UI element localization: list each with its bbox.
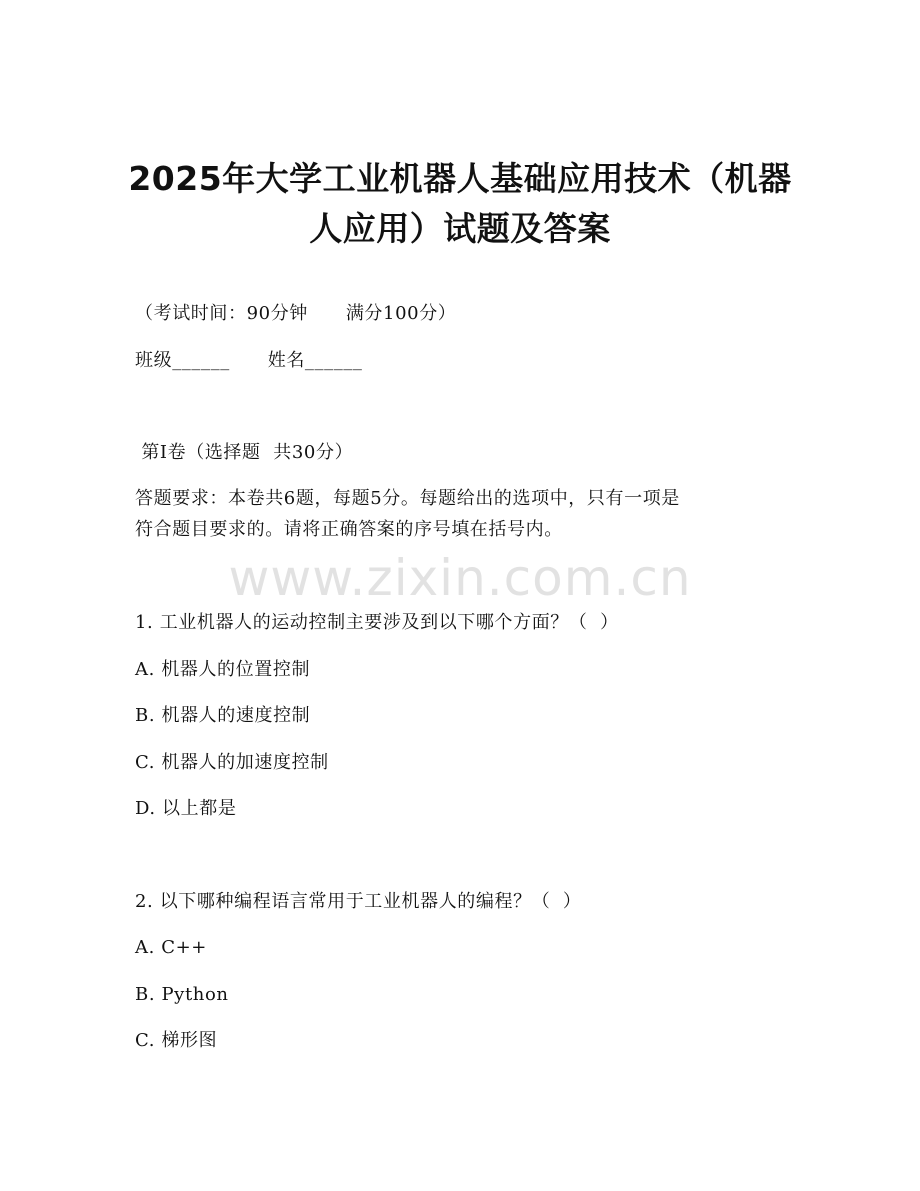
question-option: B. Python — [135, 984, 229, 1005]
class-name-line: 班级______ 姓名______ — [135, 350, 363, 371]
question-stem: 1. 工业机器人的运动控制主要涉及到以下哪个方面？（ ） — [135, 612, 619, 633]
instructions-line-1: 答题要求：本卷共6题，每题5分。每题给出的选项中，只有一项是 — [135, 488, 680, 509]
question-option: C. 机器人的加速度控制 — [135, 752, 329, 773]
question-option: C. 梯形图 — [135, 1030, 218, 1051]
question-option: A. 机器人的位置控制 — [135, 659, 311, 680]
question-option: D. 以上都是 — [135, 798, 237, 819]
section-header: 第I卷（选择题 共30分） — [135, 442, 354, 463]
question-stem: 2. 以下哪种编程语言常用于工业机器人的编程？（ ） — [135, 891, 582, 912]
question-option: B. 机器人的速度控制 — [135, 705, 311, 726]
exam-info: （考试时间：90分钟 满分100分） — [135, 303, 457, 324]
watermark: www.zixin.com.cn — [228, 549, 692, 607]
instructions-line-2: 符合题目要求的。请将正确答案的序号填在括号内。 — [135, 519, 563, 540]
document-title-line-1: 2025年大学工业机器人基础应用技术（机器 — [128, 159, 792, 198]
question-option: A. C++ — [135, 937, 207, 958]
document-title-line-2: 人应用）试题及答案 — [309, 209, 611, 248]
